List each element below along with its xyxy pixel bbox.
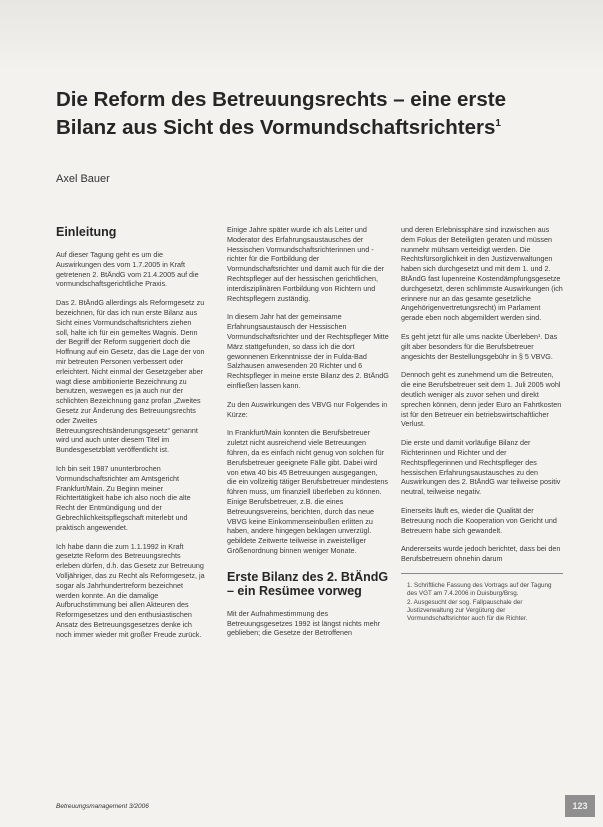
author-name: Axel Bauer <box>56 173 110 185</box>
paragraph: Es geht jetzt für alle ums nackte Überleben¹. Das gilt aber besonders für die Berufsbetreuer angesichts der Bestellungsgebühr in § 5 VBVG. <box>401 331 558 361</box>
paragraph: Andererseits wurde jedoch berichtet, dass bei den Berufsbetreuern ohnehin darum <box>401 544 561 564</box>
footnote: 1. Schriftliche Fassung des Vortrags auf der Tagung des VGT am 7.4.2006 in Duisburg/Brsg. <box>407 581 552 597</box>
title-footnote-marker: 1 <box>495 118 501 129</box>
column-2 <box>227 225 389 647</box>
column-1 <box>56 225 206 648</box>
section-heading-erste-bilanz <box>227 570 389 598</box>
paragraph: Mit der Aufnahmestimmung des Betreuungsgesetzes 1992 ist längst nichts mehr geblieben; die Gesetze der Betroffenen <box>227 608 381 638</box>
heading-line-2: – ein Resümee vorweg <box>227 583 362 598</box>
paragraph: In Frankfurt/Main konnten die Berufsbetreuer zuletzt nicht ausreichend viele Betreuungen führen, da es einfach nicht genug von solchen für Berufsbetreuer geeignete Fälle gibt. Dabei wird von etwa 40 bis 45 Betreuungen ausgegangen, die ein vollzeitig tätiger Berufsbetreuer mindestens führen muss, um finanziell überleben zu können. Einige Berufsbetreuer, z.B. die eines Betreuungsvereins, berichten, durch das neue VBVG keine Einkommenseinbußen erlitten zu haben, andere hingegen beklagen unverzügl. gebildete Zeitwerte teilweise in zweistelliger Größenordnung binnen weniger Monate. <box>227 428 389 555</box>
title-line-2: Bilanz aus Sicht des Vormundschaftsrichters <box>56 115 496 139</box>
page-number: 123 <box>565 795 595 817</box>
top-band <box>0 0 603 70</box>
paragraph: Ich habe dann die zum 1.1.1992 in Kraft gesetzte Reform des Betreuungsrechts erleben dürfen, d.h. das Gesetz zur Betreuung Volljähriger, das zu Recht als Reformgesetz, ja sogar als Jahrhundertreform bezeichnet werden konnte. An die damalige Aufbruchstimmung bei allen Akteuren des Reformgesetzes und den enthusiastischen Ansatz des Betreuungsgesetzes denke ich noch immer wieder mit großer Freude zurück. <box>56 541 205 639</box>
paragraph: Ich bin seit 1987 ununterbrochen Vormundschaftsrichter am Amtsgericht Frankfurt/Main. Zu Beginn meiner Richtertätigkeit habe ich also noch die alte Recht der Entmündigung und der Gebrechlichkeitspflegschaft miterlebt und praktisch angewendet. <box>56 463 191 532</box>
footnote-divider <box>401 573 563 574</box>
paragraph: Dennoch geht es zunehmend um die Betreuten, die eine Berufsbetreuer seit dem 1. Juli 2005 wohl deutlich weniger als zuvor sehen und direkt sprechen können, denn jeder Euro an Fahrtkosten ist für den Betreuer ein betriebswirtschaftlicher Verlust. <box>401 370 562 429</box>
section-heading-einleitung: Einleitung <box>56 225 117 239</box>
paragraph: Auf dieser Tagung geht es um die Auswirkungen des vom 1.7.2005 in Kraft getretenen 2. BtÄndG vom 21.4.2005 auf die vormundschaftsgerichtliche Praxis. <box>56 250 199 289</box>
footnote: 2. Ausgesucht der sog. Fallpauschale der Justizverwaltung zur Vergütung der Vormundschaftsrichter auch für die Richter. <box>407 598 528 622</box>
paragraph: In diesem Jahr hat der gemeinsame Erfahrungsaustausch der Hessischen Vormundschaftsrichter und der Rechtspfleger Mitte März stattgefunden, so dass ich die dort gewonnenen Erkenntnisse der in Fulda-Bad Salzhausen anwesenden 20 Richter und 6 Rechtspfleger in meine erste Bilanz des 2. BtÄndG einfließen lassen kann. <box>227 312 389 390</box>
paragraph: Zu den Auswirkungen des VBVG nur Folgendes in Kürze: <box>227 399 388 419</box>
paragraph: Einerseits läuft es, wieder die Qualität der Betreuung noch die Kooperation von Gericht und Betreuern habe sich gewandelt. <box>401 505 557 535</box>
paragraph: Einige Jahre später wurde ich als Leiter und Moderator des Erfahrungsaustausches der Hessischen Vormundschaftsrichterinnen und -richter für die Fortbildung der Vormundschaftsrichter und damit auch für die der Rechtspfleger auf der hessischen gerichtlichen, interdisziplinären Fortbildung von Richtern und Rechtspflegern zuständig. <box>227 225 385 303</box>
article-title <box>56 88 576 140</box>
footnotes <box>401 582 563 623</box>
paragraph: Die erste und damit vorläufige Bilanz der Richterinnen und Richter und der Rechtspflegerinnen und Rechtspfleger des hessischen Erfahrungsaustausches zu den Auswirkungen des 2. BtÄndG war teilweise positiv neutral, teilweise negativ. <box>401 438 561 497</box>
title-line-1: Die Reform des Betreuungsrechts – eine erste <box>56 88 507 111</box>
paragraph: Das 2. BtÄndG allerdings als Reformgesetz zu bezeichnen, für das ich nun erste Bilanz aus Sicht eines Vormundschaftsrichters ziehen soll, halte ich für ein gemeltes Wagnis. Denn der Begriff der Reform suggeriert doch die Hoffnung auf ein Gesetz, das die Lage der von mir betreuten Personen verbessert oder erleichtert. Nicht einmal der Gesetzgeber aber wagt diese ambitionierte Bezeichnung zu benutzen, weswegen es ja auch nur der schlichten Bezeichnung ganz profan „Zweites Gesetz zur Änderung des Betreuungsrechts oder Zweites Betreuungsrechtsänderungsgesetz“ genannt wird und auch unter diesem Titel im Bundesgesetzblatt veröffentlicht ist. <box>56 298 205 455</box>
column-3 <box>401 225 563 624</box>
heading-line-1: Erste Bilanz des 2. BtÄndG <box>227 569 389 584</box>
journal-name: Betreuungsmanagement 3/2006 <box>56 803 149 810</box>
paragraph: und deren Erlebnissphäre sind inzwischen aus dem Fokus der Beteiligten geraten und müssen nunmehr mühsam verteidigt werden. Die Rechtsfürsorglichkeit in den Justizverwaltungen haben sich durchgesetzt und mit dem 1. und 2. BtÄndG fast lupenreine Kostendämpfungsgesetze durchgesetzt, deren schlimmste Auswirkungen (ich erinnere nur an das gesamte gesetzliche Angehörigenvertretungsrecht) im Parlament gerade eben noch abgemildert werden sind. <box>401 225 563 323</box>
